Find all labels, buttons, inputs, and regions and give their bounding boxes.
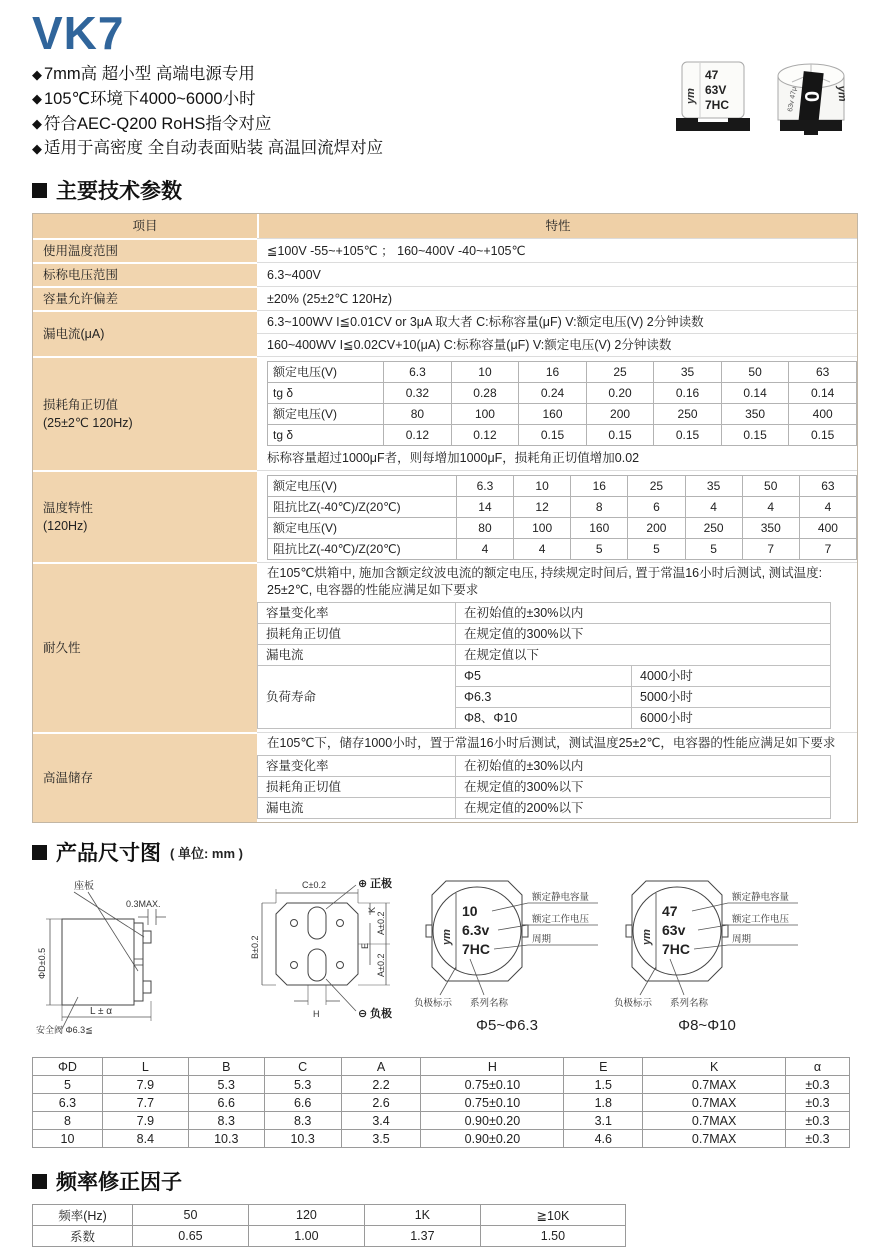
cell: 50 (133, 1205, 249, 1226)
table-row-storage (33, 732, 857, 822)
cell: 100 (451, 404, 519, 425)
cell: 5.3 (264, 1076, 341, 1094)
storage-intro: 在105℃下，储存1000小时，置于常温16小时后测试，测试温度25±2℃，电容器的性能应满足如下要求 (267, 736, 836, 750)
cell: 漏电流 (258, 798, 456, 818)
cell: 10 (514, 476, 571, 497)
cell: ±0.3 (786, 1094, 850, 1112)
marking-capacitance: 47 (662, 903, 678, 919)
dim-k-label: K (367, 906, 377, 913)
cell: Φ5 (456, 666, 632, 686)
cell: ±0.3 (786, 1112, 850, 1130)
cell: 10 (451, 362, 519, 383)
polarity-digit: 0 (800, 91, 822, 103)
load-life-label: 负荷寿命 (258, 666, 456, 728)
callout-rated-voltage: 额定工作电压 (732, 914, 790, 925)
column-header: E (564, 1058, 643, 1076)
section-heading-frequency (32, 1166, 858, 1196)
callout-lot-code: 周期 (532, 934, 552, 945)
cell: 0.90±0.20 (421, 1112, 564, 1130)
column-header: ΦD (33, 1058, 103, 1076)
brand-logo-text: ym (685, 88, 697, 104)
table-row (258, 797, 830, 818)
dimension-diagrams (32, 875, 858, 1053)
cell: 4 (742, 497, 799, 518)
figure-side-view (32, 875, 232, 1035)
cell: 3.5 (341, 1130, 421, 1148)
cell: 2.6 (341, 1094, 421, 1112)
section-marker-icon (32, 1174, 47, 1189)
cell: 50 (721, 362, 789, 383)
cell: 在初始值的±30%以内 (464, 606, 584, 620)
cell: 6.3 (33, 1094, 103, 1112)
capacitor-front-photo (676, 58, 758, 140)
dim-03max-label: 0.3MAX. (126, 899, 161, 909)
cell: 4 (456, 539, 513, 560)
cell: 5 (33, 1076, 103, 1094)
cell: ±0.3 (786, 1076, 850, 1094)
cell: 160 (519, 404, 587, 425)
cell: 25 (628, 476, 685, 497)
row-value (257, 732, 857, 822)
storage-requirements (257, 755, 831, 819)
dim-a2-label: A±0.2 (376, 953, 386, 977)
cell: 1.50 (480, 1226, 625, 1247)
cell: 80 (456, 518, 513, 539)
section-marker-icon (32, 845, 47, 860)
section-title: 产品尺寸图 (56, 842, 161, 865)
dim-diameter-label: ΦD±0.5 (37, 947, 47, 979)
cell: 6.6 (264, 1094, 341, 1112)
column-header: A (341, 1058, 421, 1076)
cell: 0.7MAX (643, 1130, 786, 1148)
seat-plate (696, 122, 730, 131)
table-row (268, 404, 857, 425)
cell: 0.15 (721, 425, 789, 446)
cell: 阻抗比Z(-40℃)/Z(20℃) (268, 539, 457, 560)
seat-plate (780, 120, 842, 131)
feature-text: 符合AEC-Q200 RoHS指令对应 (44, 114, 272, 133)
table-row-leakage (33, 310, 857, 356)
cell: 5 (571, 539, 628, 560)
cell: 200 (628, 518, 685, 539)
row-value: ±20% (25±2℃ 120Hz) (257, 286, 857, 310)
cell: 7 (799, 539, 856, 560)
brand-logo-text: ym (441, 929, 453, 945)
section-marker-icon (32, 183, 47, 198)
cell: 63 (799, 476, 856, 497)
cell: 100 (514, 518, 571, 539)
negative-polarity-icon: ⊖ (358, 1008, 368, 1020)
figure-marking-large (612, 875, 802, 1034)
cell: 6 (628, 497, 685, 518)
table-row (33, 1130, 850, 1148)
callout-lot-code: 周期 (732, 934, 752, 945)
cell: 80 (384, 404, 452, 425)
dim-c-label: C±0.2 (302, 880, 326, 890)
row-label (33, 356, 257, 470)
dim-length-label: L ± α (90, 1006, 113, 1017)
cell: 额定电压(V) (268, 362, 384, 383)
cell: 0.15 (519, 425, 587, 446)
table-row-tan-delta (33, 356, 857, 470)
callout-rated-capacitance: 额定静电容量 (732, 892, 790, 903)
table-row (33, 1226, 626, 1247)
cell: 4 (799, 497, 856, 518)
column-header: C (264, 1058, 341, 1076)
row-value (257, 562, 857, 732)
table-row (33, 286, 857, 310)
callout-rated-capacitance: 额定静电容量 (532, 892, 590, 903)
positive-polarity-icon: ⊕ (358, 878, 368, 890)
row-label-line: 损耗角正切值 (43, 398, 119, 412)
tan-delta-note: 标称容量超过1000μF者，则每增加1000μF，损耗角正切值增加0.02 (267, 451, 640, 465)
cell: 容量变化率 (258, 603, 456, 623)
row-label: 容量允许偏差 (33, 286, 257, 310)
cell: 400 (789, 404, 857, 425)
terminal-pad (676, 118, 698, 131)
negative-terminal-label: 负极 (370, 1008, 392, 1020)
row-value (257, 310, 857, 356)
figure-caption: Φ8~Φ10 (678, 1017, 736, 1034)
table-row (268, 383, 857, 404)
cell: 8.4 (102, 1130, 188, 1148)
positive-terminal-label: 正极 (370, 878, 392, 890)
cell: 在规定值的300%以下 (464, 780, 584, 794)
leakage-line: 6.3~100WV I≦0.01CV or 3μA 取大者 C:标称容量(μF) V:额定电压(V) 2分钟读数 (267, 315, 704, 329)
cell: 0.7MAX (643, 1112, 786, 1130)
cell: 0.14 (789, 383, 857, 404)
row-label: 使用温度范围 (33, 238, 257, 262)
terminal-pad (728, 118, 750, 131)
cell: 5 (628, 539, 685, 560)
row-label: 漏电流(μA) (33, 310, 257, 356)
cell: 35 (654, 362, 722, 383)
leakage-line: 160~400WV I≦0.02CV+10(μA) C:标称容量(μF) V:额定电压(V) 2分钟读数 (257, 333, 857, 356)
cell: 0.75±0.10 (421, 1076, 564, 1094)
cell: 10 (33, 1130, 103, 1148)
cell: 5000小时 (640, 690, 693, 704)
table-row (258, 776, 830, 797)
table-row (33, 1094, 850, 1112)
marking-capacitance: 47 (705, 68, 719, 82)
table-row (456, 666, 830, 686)
cell: 14 (456, 497, 513, 518)
table-row (268, 362, 857, 383)
cell: 0.75±0.10 (421, 1094, 564, 1112)
tan-delta-table (267, 361, 857, 446)
cell: 额定电压(V) (268, 404, 384, 425)
durability-intro: 在105℃烘箱中, 施加含额定纹波电流的额定电压, 持续规定时间后, 置于常温16小时后测试, 测试温度: 25±2℃, 电容器的性能应满足如下要求 (267, 566, 823, 597)
cell: 在规定值的300%以下 (464, 627, 584, 641)
dim-b-label: B±0.2 (250, 935, 260, 959)
dim-a1-label: A±0.2 (376, 911, 386, 935)
row-header: 频率(Hz) (33, 1205, 133, 1226)
cell: 6.3 (384, 362, 452, 383)
cell: 120 (248, 1205, 364, 1226)
cell: 8.3 (264, 1112, 341, 1130)
cell: 1.8 (564, 1094, 643, 1112)
table-row (33, 1205, 626, 1226)
cell: 0.24 (519, 383, 587, 404)
row-header: 系数 (33, 1226, 133, 1247)
row-label (33, 470, 257, 562)
cell: 6000小时 (640, 711, 693, 725)
seat-plate-label: 座板 (74, 881, 94, 892)
row-value (257, 356, 857, 470)
cell: 4000小时 (640, 669, 693, 683)
cell: 0.15 (654, 425, 722, 446)
cell: 容量变化率 (258, 756, 456, 776)
cell: ≧10K (480, 1205, 625, 1226)
tech-table (32, 213, 858, 823)
cell: tg δ (268, 383, 384, 404)
marking-capacitance: 10 (462, 903, 478, 919)
row-value (257, 470, 857, 562)
cell: 损耗角正切值 (258, 777, 456, 797)
feature-text: 7mm高 超小型 高端电源专用 (44, 65, 255, 83)
cell: 0.7MAX (643, 1076, 786, 1094)
cell: 漏电流 (258, 645, 456, 665)
cell: 0.12 (384, 425, 452, 446)
cell: 12 (514, 497, 571, 518)
cell: 7.9 (102, 1112, 188, 1130)
figure-bottom-view (242, 875, 402, 1035)
cell: 8 (571, 497, 628, 518)
row-label-line: (25±2℃ 120Hz) (43, 416, 133, 430)
cell: 0.20 (586, 383, 654, 404)
cell: 3.4 (341, 1112, 421, 1130)
cell: 0.15 (586, 425, 654, 446)
cell: 4 (685, 497, 742, 518)
tech-table-header-row (33, 214, 857, 238)
cell: 350 (742, 518, 799, 539)
section-title: 主要技术参数 (56, 180, 182, 203)
callout-negative-mark: 负极标示 (414, 998, 453, 1009)
cell: 3.1 (564, 1112, 643, 1130)
cell: tg δ (268, 425, 384, 446)
marking-series: 7HC (662, 941, 691, 957)
temperature-table (267, 475, 857, 560)
row-value: 6.3~400V (257, 262, 857, 286)
capacitor-side-photo (774, 58, 856, 140)
table-row (456, 686, 830, 707)
cell: 8.3 (188, 1112, 264, 1130)
cell: 63 (789, 362, 857, 383)
column-header: α (786, 1058, 850, 1076)
row-label-line: (120Hz) (43, 519, 88, 533)
cell: 1.5 (564, 1076, 643, 1094)
cell: 1.00 (248, 1226, 364, 1247)
dimensions-table (32, 1057, 850, 1148)
row-label: 高温储存 (33, 732, 257, 822)
table-row (268, 425, 857, 446)
cell: 350 (721, 404, 789, 425)
cell: 160 (571, 518, 628, 539)
marking-voltage: 63v (662, 922, 686, 938)
cell: 8 (33, 1112, 103, 1130)
brand-logo-text: ym (641, 929, 653, 945)
column-header: H (421, 1058, 564, 1076)
table-row (258, 623, 830, 644)
table-row (268, 539, 857, 560)
table-row (268, 476, 857, 497)
column-header-item: 项目 (33, 214, 257, 238)
cell: 0.14 (721, 383, 789, 404)
callout-series-name: 系列名称 (670, 998, 709, 1009)
load-life-rows (258, 665, 830, 728)
frequency-table (32, 1204, 626, 1247)
table-row (258, 603, 830, 623)
section-title: 频率修正因子 (56, 1171, 182, 1194)
cell: 250 (654, 404, 722, 425)
diamond-bullet-icon: ◆ (32, 140, 42, 156)
product-photos (676, 58, 856, 140)
marking-voltage: 6.3v (462, 922, 490, 938)
side-marking-text: 63v 47μ (787, 86, 799, 113)
table-row (456, 707, 830, 728)
dim-h-label: H (313, 1009, 320, 1019)
section-heading-dimensions (32, 837, 858, 867)
cell: 0.65 (133, 1226, 249, 1247)
diamond-bullet-icon: ◆ (32, 91, 42, 107)
row-label: 标称电压范围 (33, 262, 257, 286)
table-row (33, 1112, 850, 1130)
cell: 损耗角正切值 (258, 624, 456, 644)
column-header: B (188, 1058, 264, 1076)
load-life-values (456, 666, 830, 728)
table-row (33, 262, 857, 286)
table-row-temperature (33, 470, 857, 562)
cell: 阻抗比Z(-40℃)/Z(20℃) (268, 497, 457, 518)
cell: 4 (514, 539, 571, 560)
callout-series-name: 系列名称 (470, 998, 509, 1009)
safety-valve-label: 安全阀 Φ6.3≦ (36, 1025, 93, 1035)
feature-text: 适用于高密度 全自动表面贴装 高温回流焊对应 (44, 139, 384, 158)
cell: ±0.3 (786, 1130, 850, 1148)
cell: 0.32 (384, 383, 452, 404)
diamond-bullet-icon: ◆ (32, 116, 42, 132)
cell: 7.7 (102, 1094, 188, 1112)
terminal-pad (804, 131, 818, 135)
cell: Φ8、Φ10 (456, 708, 632, 728)
row-label-line: 温度特性 (43, 501, 94, 515)
cell: 在规定值的200%以下 (464, 801, 584, 815)
cell: 0.12 (451, 425, 519, 446)
cell: 0.15 (789, 425, 857, 446)
cell: 1.37 (364, 1226, 480, 1247)
marking-voltage: 63V (705, 83, 727, 97)
row-label: 耐久性 (33, 562, 257, 732)
cell: 6.3 (456, 476, 513, 497)
marking-series: 7HC (705, 98, 730, 112)
section-heading-tech (32, 175, 858, 205)
cell: 7 (742, 539, 799, 560)
cell: 5 (685, 539, 742, 560)
table-row (268, 518, 857, 539)
feature-text: 105℃环境下4000~6000小时 (44, 89, 256, 108)
cell: 2.2 (341, 1076, 421, 1094)
diamond-bullet-icon: ◆ (32, 66, 42, 82)
cell: 200 (586, 404, 654, 425)
durability-requirements (257, 602, 831, 729)
cell: 1K (364, 1205, 480, 1226)
cell: 额定电压(V) (268, 518, 457, 539)
cell: Φ6.3 (456, 687, 632, 707)
column-header: L (102, 1058, 188, 1076)
cell: 250 (685, 518, 742, 539)
column-header: K (643, 1058, 786, 1076)
cell: 4.6 (564, 1130, 643, 1148)
brand-logo-text: ym (835, 85, 849, 103)
table-header-row (33, 1058, 850, 1076)
marking-series: 7HC (462, 941, 491, 957)
cell: 0.7MAX (643, 1094, 786, 1112)
cell: 16 (571, 476, 628, 497)
cell: 16 (519, 362, 587, 383)
cell: 0.90±0.20 (421, 1130, 564, 1148)
callout-rated-voltage: 额定工作电压 (532, 914, 590, 925)
cell: 额定电压(V) (268, 476, 457, 497)
table-row (258, 644, 830, 665)
section-unit: ( 单位: mm ) (170, 845, 243, 861)
product-title: VK7 (32, 7, 125, 59)
row-value: ≦100V -55~+105℃ ； 160~400V -40~+105℃ (257, 238, 857, 262)
table-row (258, 756, 830, 776)
cell: 10.3 (188, 1130, 264, 1148)
cell: 在规定值以下 (464, 648, 540, 662)
cell: 10.3 (264, 1130, 341, 1148)
figure-caption: Φ5~Φ6.3 (476, 1017, 538, 1034)
cell: 6.6 (188, 1094, 264, 1112)
dim-e-label: E (360, 942, 370, 949)
cell: 7.9 (102, 1076, 188, 1094)
table-row (33, 238, 857, 262)
cell: 50 (742, 476, 799, 497)
cell: 35 (685, 476, 742, 497)
table-row (33, 1076, 850, 1094)
figure-marking-small (412, 875, 602, 1034)
table-row-durability (33, 562, 857, 732)
callout-negative-mark: 负极标示 (614, 998, 653, 1009)
cell: 0.28 (451, 383, 519, 404)
table-row (268, 497, 857, 518)
cell: 0.16 (654, 383, 722, 404)
cell: 400 (799, 518, 856, 539)
column-header-characteristics: 特性 (257, 214, 857, 238)
cell: 25 (586, 362, 654, 383)
cell: 5.3 (188, 1076, 264, 1094)
cell: 在初始值的±30%以内 (464, 759, 584, 773)
